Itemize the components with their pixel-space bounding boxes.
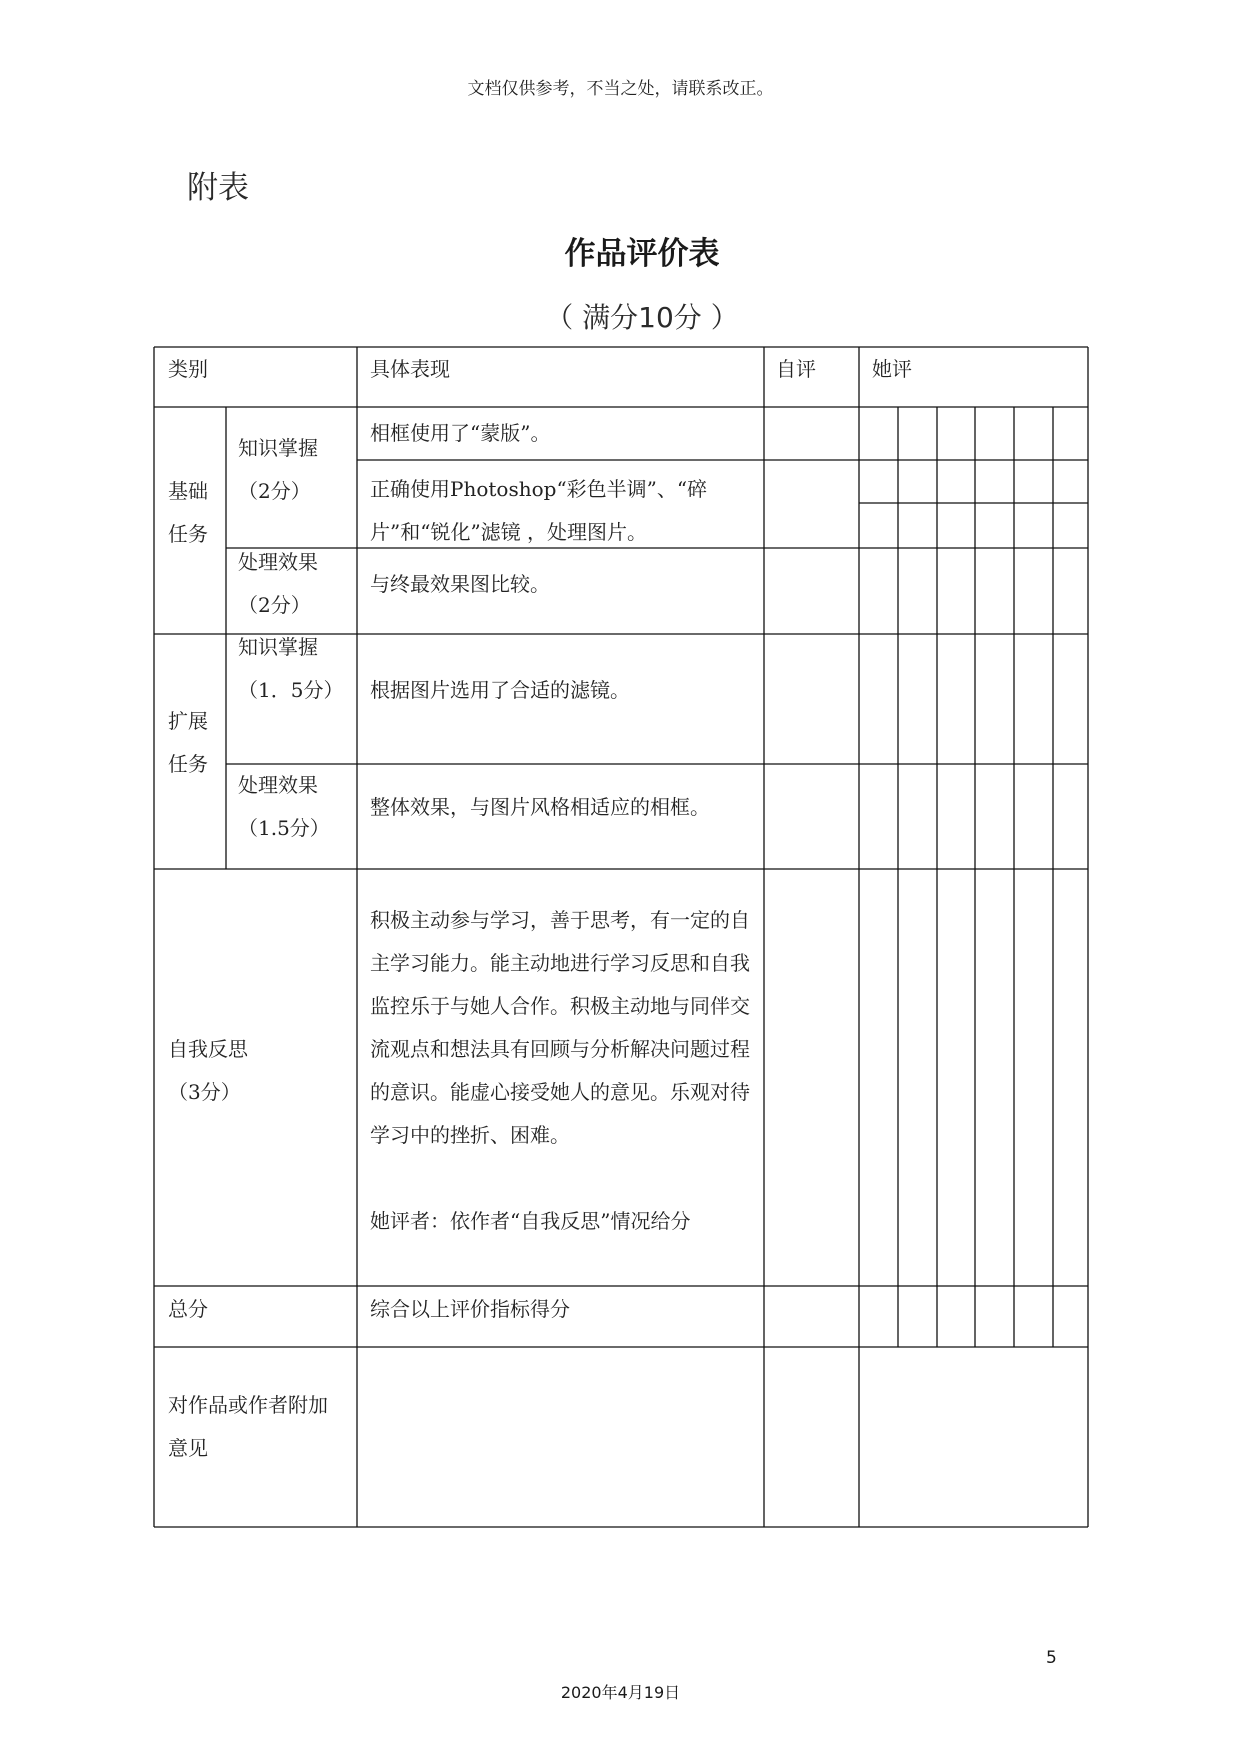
- appendix-label: 附表: [187, 170, 249, 206]
- total-label: 总分: [168, 1297, 208, 1321]
- extended-effect-label: 处理效果: [238, 773, 318, 797]
- basic-knowledge-points: （2分）: [238, 479, 311, 503]
- extended-knowledge-label: 知识掌握: [238, 635, 318, 659]
- reflection-points: （3分）: [168, 1080, 241, 1104]
- basic-effect-item: 与终最效果图比较。: [370, 572, 550, 596]
- header-performance: 具体表现: [370, 357, 450, 381]
- extended-effect-item: 整体效果，与图片风格相适应的相框。: [370, 795, 710, 819]
- reflection-text: 积极主动参与学习，善于思考，有一定的自主学习能力。能主动地进行学习反思和自我监控乐于与她人合作。积极主动地与同伴交流观点和想法具有回顾与分析解决问题过程的意识。能虚心接受她人的意见。乐观对待学习中的挫折、困难。: [370, 908, 750, 1147]
- footer-date: 2020年4月19日: [560, 1683, 681, 1702]
- extended-knowledge-points: （1．5分）: [238, 678, 344, 702]
- header-category: 类别: [168, 357, 208, 381]
- table-subtitle: （ 满分10分 ）: [545, 301, 739, 334]
- basic-knowledge-item-1: 相框使用了“蒙版”。: [370, 421, 551, 445]
- comments-label: 对作品或作者附加意见: [168, 1393, 328, 1460]
- reflection-note: 她评者：依作者“自我反思”情况给分: [370, 1209, 691, 1233]
- basic-task-label: 基础任务: [168, 479, 208, 546]
- extended-task-label: 扩展任务: [168, 709, 208, 776]
- basic-effect-label: 处理效果: [238, 550, 318, 574]
- basic-knowledge-label: 知识掌握: [238, 436, 318, 460]
- header-note: 文档仅供参考，不当之处，请联系改正。: [467, 79, 774, 99]
- basic-effect-points: （2分）: [238, 593, 311, 617]
- extended-knowledge-item: 根据图片选用了合适的滤镜。: [370, 678, 630, 702]
- total-text: 综合以上评价指标得分: [370, 1297, 570, 1321]
- reflection-label: 自我反思: [168, 1037, 248, 1061]
- table-title: 作品评价表: [564, 236, 720, 272]
- extended-effect-points: （1.5分）: [238, 816, 330, 840]
- basic-knowledge-item-2: 正确使用Photoshop“彩色半调”、“碎片”和“锐化”滤镜 ，处理图片。: [370, 477, 708, 544]
- header-other-eval: 她评: [872, 357, 912, 381]
- header-self-eval: 自评: [776, 357, 816, 381]
- page-number: 5: [1046, 1648, 1057, 1668]
